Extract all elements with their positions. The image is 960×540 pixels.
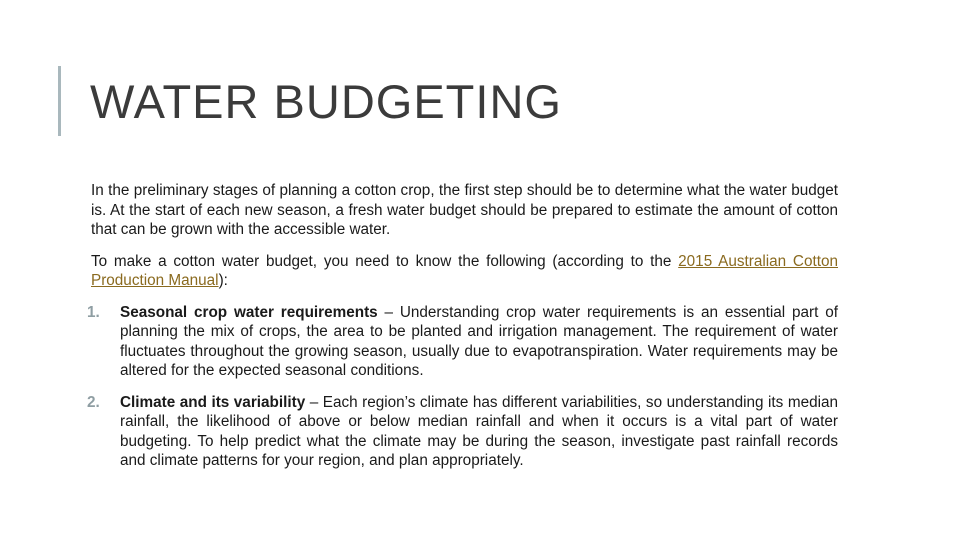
list-text: – Understanding crop water requirements is an essential part of planning the mix of crops, the area to be planted and irrigation management. The requirement of water fluctuates throughout the growing season, usually due to evapotranspiration. Water requirements may be altered for the expected seasonal conditions.: [120, 303, 838, 379]
lead-paragraph: [91, 252, 838, 291]
list-term: Seasonal crop water requirements: [120, 303, 378, 321]
list-item: [87, 393, 838, 471]
intro-paragraph: In the preliminary stages of planning a cotton crop, the first step should be to determine what the water budget is. At the start of each new season, a fresh water budget should be prepared to estimate the amount of cotton that can be grown with the accessible water.: [91, 182, 838, 238]
list-term: Climate and its variability: [120, 393, 306, 411]
manual-link[interactable]: 2015 Australian Cotton Production Manual: [91, 252, 838, 289]
slide-body: [87, 181, 838, 483]
requirements-list: [87, 303, 838, 471]
slide-title: WATER BUDGETING: [90, 75, 562, 128]
list-item: [87, 303, 838, 381]
lead-text: To make a cotton water budget, you need to know the following (according to the: [91, 252, 679, 270]
title-accent-bar: [58, 66, 61, 136]
list-number: 1.: [87, 303, 100, 321]
lead-text-end: ):: [218, 272, 228, 289]
list-number: 2.: [87, 393, 100, 411]
list-text: – Each region’s climate has different variabilities, so understanding its median rainfall, the likelihood of above or below median rainfall and when it occurs is a vital part of water budgeting. To help predict what the climate may be during the season, investigate past rainfall records and climate patterns for your region, and plan appropriately.: [120, 393, 838, 469]
